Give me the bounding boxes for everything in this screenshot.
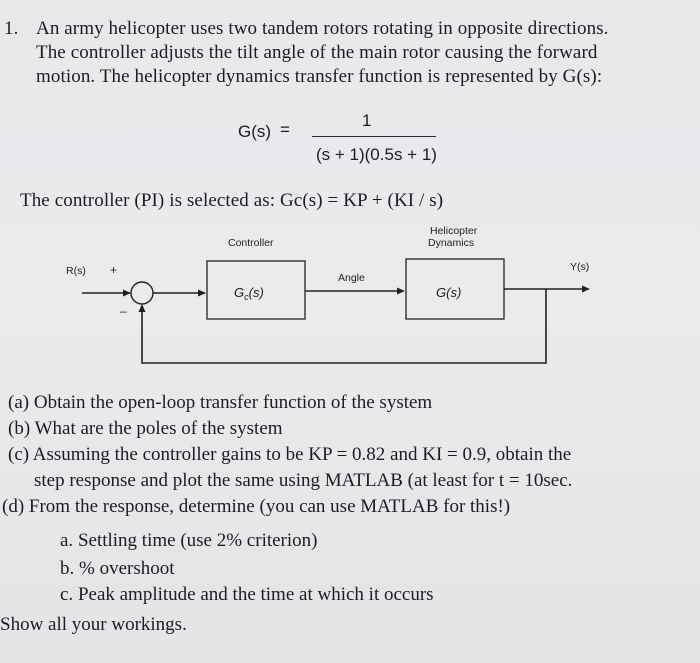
controller-block-text: $G_c(s)$ [234, 285, 264, 302]
part-d-label: (d) [2, 496, 25, 517]
part-c-text: Assuming the controller gains to be KP = 0.82 and KI = 0.9, obtain the [32, 444, 572, 465]
plant-block-text: G(s) [436, 285, 462, 300]
part-c-continued: step response and plot the same using MATLAB (at least for t = 10sec. [34, 470, 573, 491]
part-c [8, 444, 571, 466]
part-d [2, 496, 510, 518]
signal-label: Angle [338, 272, 365, 284]
subpart-b [60, 558, 175, 580]
controller-label: Controller [228, 237, 274, 249]
subpart-c-text: Peak amplitude and the time at which it occurs [77, 584, 434, 605]
closing-instruction: Show all your workings. [0, 614, 187, 635]
plant-label-line2: Dynamics [428, 237, 475, 249]
error-arrowhead [198, 290, 206, 297]
tf-denominator: (s + 1)(0.5s + 1) [316, 145, 437, 164]
block-diagram [0, 225, 700, 375]
subpart-c-label: c. [60, 584, 74, 605]
tf-lhs: G(s) [238, 122, 272, 141]
feedback-path [142, 289, 546, 363]
part-d-text: From the response, determine (you can use MATLAB for this!) [28, 496, 511, 517]
subpart-a [60, 530, 318, 552]
minus-sign: – [120, 304, 127, 318]
tf-numerator: 1 [362, 111, 372, 130]
part-b-text: What are the poles of the system [34, 418, 283, 439]
part-a [8, 392, 432, 414]
intro-line-2: The controller adjusts the tilt angle of the main rotor causing the forward [36, 42, 598, 63]
subpart-a-label: a. [60, 530, 74, 551]
controller-statement: The controller (PI) is selected as: Gc(s) = KP + (KI / s) [20, 190, 444, 211]
intro-line-3: motion. The helicopter dynamics transfer function is represented by G(s): [36, 66, 603, 87]
tf-fraction-bar [312, 136, 436, 137]
tf-equals: = [280, 120, 290, 139]
input-label: R(s) [66, 265, 86, 277]
subpart-b-text: % overshoot [79, 558, 175, 579]
part-c-label: (c) [8, 444, 30, 465]
output-arrowhead [582, 286, 590, 293]
plant-label-line1: Helicopter [430, 225, 478, 237]
part-a-label: (a) [8, 392, 30, 413]
subpart-c [60, 584, 434, 606]
feedback-arrowhead [139, 304, 146, 312]
subpart-b-label: b. [60, 558, 75, 579]
angle-arrowhead [397, 288, 405, 295]
part-a-text: Obtain the open-loop transfer function of the system [33, 392, 433, 413]
part-b-label: (b) [8, 418, 31, 439]
subpart-a-text: Settling time (use 2% criterion) [77, 530, 318, 551]
plus-sign: + [110, 263, 118, 277]
input-arrowhead [123, 290, 131, 297]
intro-line-1: An army helicopter uses two tandem rotors rotating in opposite directions. [36, 18, 609, 39]
output-label: Y(s) [570, 261, 590, 273]
problem-number: 1. [4, 18, 19, 39]
summing-junction [131, 282, 153, 304]
part-b [8, 418, 283, 440]
